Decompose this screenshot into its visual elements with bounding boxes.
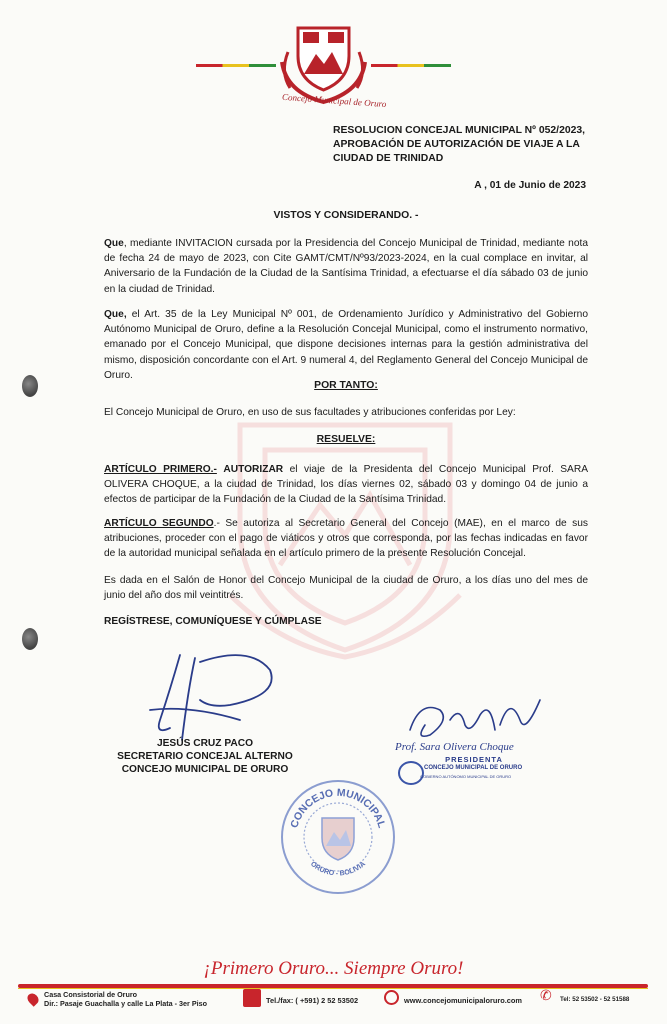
article-first: [104, 462, 588, 508]
punch-hole-top: [22, 375, 38, 397]
tricolor-line-right: [371, 64, 451, 67]
paragraph-text: , mediante INVITACION cursada por la Presidencia del Concejo Municipal de Trinidad, mediante nota de fecha 24 de mayo de 2023, con Cite GAMT/CMT/Nº93/2023-2024, en la cual complace en invitar, al Aniversario de la Fundación de la Ciudad de la Santísima Trinidad, a efectuarse el día sábado 03 de junio en la ciudad de Trinidad.: [104, 238, 588, 295]
paragraph-text: el Art. 35 de la Ley Municipal Nº 001, de Ordenamiento Jurídico y Administrativo del Gobierno Autónomo Municipal de Oruro, define a la Resolución Concejal Municipal, como el instrumento normativo, emanado por el Concejo Municipal, que dispone decisiones internas para la gestión administrativa del mismo, disposición concordante con el Art. 9 numeral 4, del Reglamento General del Concejo Municipal de Oruro.: [104, 309, 588, 381]
vistos-heading: VISTOS Y CONSIDERANDO. -: [273, 210, 419, 221]
closing-formula: REGÍSTRESE, COMUNÍQUESE Y CÚMPLASE: [104, 616, 322, 627]
por-tanto-heading: POR TANTO:: [314, 380, 378, 391]
svg-text:CONCEJO MUNICIPAL: [288, 787, 387, 830]
paragraph-lead: Que,: [104, 309, 127, 320]
paragraph-faculties: El Concejo Municipal de Oruro, en uso de sus facultades y atribuciones conferidas por Ley:: [104, 407, 516, 418]
signer-name: JESÚS CRUZ PACO: [156, 738, 254, 749]
seal-top-text: CONCEJO MUNICIPAL: [288, 786, 388, 830]
paragraph-legal-basis: [104, 307, 588, 383]
seal-text-ring: [278, 778, 398, 896]
address-block: [44, 991, 207, 1008]
left-signature-block: [100, 737, 310, 776]
phone-icon: ✆: [540, 987, 552, 1003]
right-signer-written-name: Prof. Sara Olivera Choque: [395, 741, 514, 753]
resuelve-heading: RESUELVE:: [316, 434, 376, 445]
footer-website: www.concejomunicipaloruro.com: [404, 996, 522, 1005]
seal-bottom-text: ORURO - BOLIVIA: [309, 860, 367, 878]
stamp-role: PRESIDENTA: [445, 755, 503, 764]
address-line1: Casa Consistorial de Oruro: [44, 990, 138, 999]
tricolor-line-left: [196, 64, 276, 67]
globe-icon: [384, 990, 399, 1005]
footer-tel: Tel: 52 53502 - 52 51588: [560, 996, 630, 1003]
address-line2: Dir.: Pasaje Guachalla y calle La Plata - 3er Piso: [44, 998, 207, 1008]
svg-text:ORURO - BOLIVIA: [309, 861, 367, 878]
article-text: el viaje de la Presidenta del Concejo Municipal Prof. SARA OLIVERA CHOQUE, a la ciudad de Trinidad, los días viernes 02, sábado 03 y domingo 04 de junio a efectos de participar de la Fundación de la Ciudad de la Santísima Trinidad.: [104, 464, 588, 506]
signer-role: SECRETARIO CONCEJAL ALTERNO: [117, 751, 293, 762]
article-label: ARTÍCULO PRIMERO.-: [104, 464, 217, 475]
stamp-emblem-icon: [398, 761, 424, 785]
article-text: .- Se autoriza al Secretario General del Concejo (MAE), en el marco de sus atribuciones, proceder con el pago de viáticos y otros que corresponda, por las fechas indicadas en favor de la autoridad municipal señalada en el artículo primero de la presente Resolución Concejal.: [104, 518, 588, 560]
stamp-sub: GOBIERNO AUTÓNOMO MUNICIPAL DE ORURO: [420, 774, 512, 779]
fax-icon: [243, 989, 261, 1007]
logo-text: Concejo Municipal de Oruro: [281, 91, 387, 110]
document-title: RESOLUCION CONCEJAL MUNICIPAL Nº 052/2023, APROBACIÓN DE AUTORIZACIÓN DE VIAJE A LA CIUDAD DE TRINIDAD: [333, 125, 586, 164]
document-date: A , 01 de Junio de 2023: [474, 180, 586, 191]
footer-slogan: ¡Primero Oruro... Siempre Oruro!: [203, 958, 464, 979]
signer-org: CONCEJO MUNICIPAL DE ORURO: [121, 764, 289, 775]
paragraph-invitation: [104, 236, 588, 297]
footer-phone-fax: Tel./fax: ( +591) 2 52 53502: [266, 996, 359, 1005]
footer: [0, 955, 667, 1024]
paragraph-lead: Que: [104, 238, 124, 249]
stamp-org: CONCEJO MUNICIPAL DE ORURO: [424, 765, 523, 771]
article-verb: AUTORIZAR: [223, 464, 284, 475]
punch-hole-bottom: [22, 628, 38, 650]
article-label: ARTÍCULO SEGUNDO: [104, 518, 214, 529]
paragraph-given: Es dada en el Salón de Honor del Concejo Municipal de la ciudad de Oruro, a los días uno del mes de junio del año dos mil veintitrés.: [104, 575, 588, 602]
article-second: [104, 516, 588, 562]
left-signature-icon: [140, 650, 300, 750]
location-pin-icon: [25, 991, 41, 1007]
footer-divider-yellow: [18, 988, 648, 989]
official-seal: [278, 778, 398, 896]
header-logo: [196, 22, 456, 132]
